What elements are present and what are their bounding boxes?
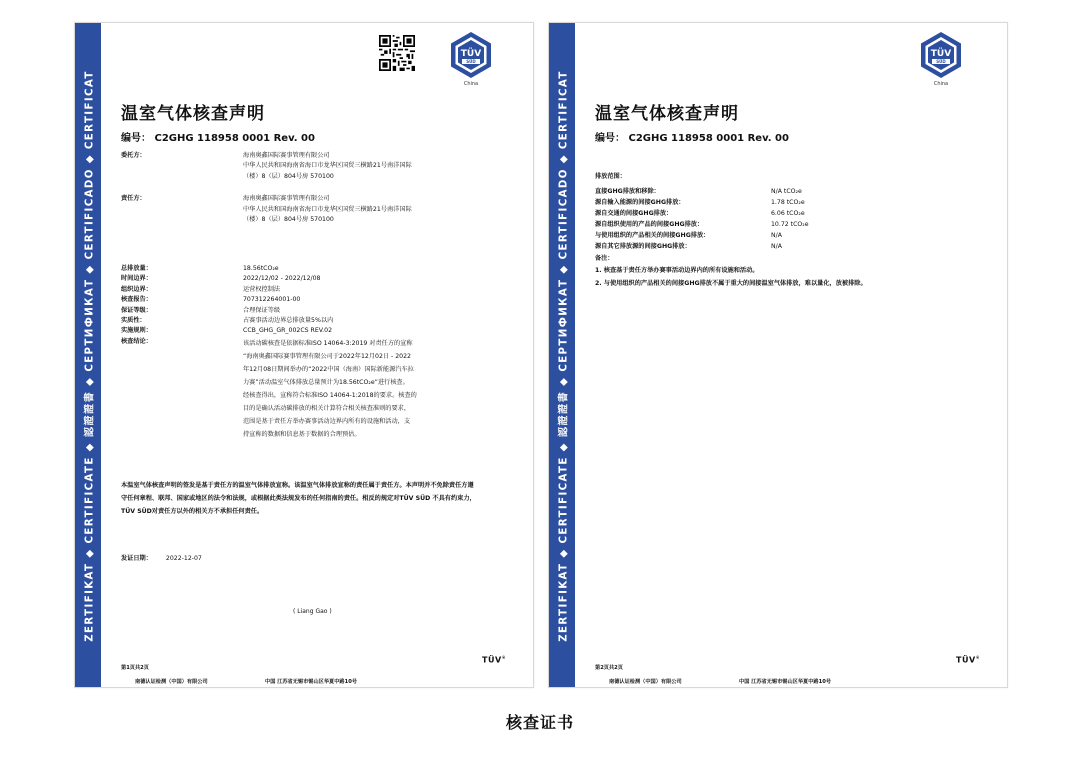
page-number: 第1页共2页	[121, 665, 149, 671]
emission-label: 与使用组织的产品相关的间接GHG排放：	[595, 232, 710, 239]
org-label: 组织边界：	[121, 285, 152, 293]
certificate-number-value: C2GHG 118958 0001 Rev. 00	[628, 133, 789, 144]
emission-value: 1.78 tCO₂e	[771, 199, 805, 206]
figure-caption: 核查证书	[505, 713, 574, 732]
org-value: 运营权控制法	[243, 285, 281, 293]
logo-country: China	[933, 81, 949, 87]
band-text: ZERTIFIKAT ◆ CERTIFICATE ◆ 認證證書 ◆ СЕРТИФИКАТ ◆ CERTIFICADO ◆ CERTIFICAT	[84, 70, 96, 642]
period-row	[121, 274, 501, 284]
issue-date-row	[121, 553, 202, 562]
rules-row	[121, 326, 501, 336]
conclusion-value: 该活动碳核查是依据标准ISO 14064-3:2019 对责任方的宣称 “海南奥鑫国际赛事管理有限公司于2022年12月02日 - 2022 年12月08日期间举办的“2022中国（海南）国际新能源汽车拉 力赛”活动温室气体排放总量预计为18.56tCO₂e”进行核查。 经核查得出，宣称符合标准ISO 14064-1:2018的要求。核查的 目的是确认活动碳排放的相关计算符合相关核查准则的要求， 范围是基于责任方举办赛事活动边界内所有的设施和活动，支 持宣称的数据和信息基于数据的合理预估。	[243, 339, 417, 438]
footer-company: 南德认证检测（中国）有限公司	[135, 679, 208, 685]
verification-statement: 本温室气体核查声明的签发是基于责任方的温室气体排放宣称。该温室气体排放宣称的责任属于责任方。本声明并不免除责任方遵守任何章程、联邦、国家或地区的法令和法规，或根据此类法规发布的任何指南的责任。相反的规定对TÜV SÜD 不具有约束力，TÜV SÜD对责任方以外的相关方不承担任何责任。	[121, 482, 476, 515]
page-number: 第2页共2页	[595, 665, 623, 671]
emission-label: 源自组织使用的产品的间接GHG排放：	[595, 221, 704, 228]
verification-fields	[121, 264, 501, 441]
tuv-mark-text: TÜV	[482, 655, 502, 665]
tuv-sud-logo	[447, 31, 495, 79]
emission-row	[595, 208, 975, 219]
client-row	[121, 151, 501, 182]
report-value: 707312264001-00	[243, 296, 301, 304]
sud-logo-text: SÜD	[466, 59, 476, 64]
responsible-row	[121, 194, 501, 225]
logo-country: China	[463, 81, 479, 87]
assurance-label: 保证等级：	[121, 306, 152, 314]
report-row	[121, 295, 501, 305]
responsible-value: 海南奥鑫国际赛事管理有限公司 中华人民共和国海南省海口市龙华区国贸三横路21号南洋国际 （楼）8（层）804号房 570100	[243, 195, 412, 224]
certificate-number	[121, 129, 315, 144]
tuv-sud-logo	[917, 31, 965, 79]
footer-address: 中国 江苏省无锡市锡山区华夏中路10号	[265, 679, 358, 685]
certificate-side-band	[549, 23, 575, 687]
org-row	[121, 285, 501, 295]
certificate-number-value: C2GHG 118958 0001 Rev. 00	[154, 133, 315, 144]
emission-label: 直接GHG排放和移除：	[595, 188, 660, 195]
assurance-value: 合理保证等级	[243, 306, 281, 314]
emission-label: 源自其它排放源的间接GHG排放：	[595, 243, 691, 250]
sud-logo-text: SÜD	[936, 59, 946, 64]
emission-scope	[595, 171, 975, 290]
emission-value: 10.72 tCO₂e	[771, 221, 809, 228]
certificate-page-2	[548, 22, 1008, 688]
emission-row	[595, 230, 975, 241]
footer-company: 南德认证检测（中国）有限公司	[609, 679, 682, 685]
period-label: 时间边界：	[121, 275, 152, 283]
note-2: 2. 与使用组织的产品相关的间接GHG排放不属于重大的间接温室气体排放，难以量化，放被排除。	[595, 280, 867, 287]
responsible-label: 责任方：	[121, 195, 146, 203]
scope-label: 排放范围：	[595, 173, 626, 180]
client-value: 海南奥鑫国际赛事管理有限公司 中华人民共和国海南省海口市龙华区国贸三横路21号南洋国际 （楼）8（层）804号房 570100	[243, 152, 412, 180]
client-label: 委托方：	[121, 152, 146, 159]
notes-label: 备注：	[595, 255, 614, 262]
issue-date-label: 发证日期：	[121, 555, 152, 562]
rules-value: CCB_GHG_GR_002CS REV.02	[243, 327, 333, 335]
period-value: 2022/12/02 - 2022/12/08	[243, 275, 321, 283]
total-label: 总排放量：	[121, 265, 152, 272]
conclusion-row	[121, 337, 501, 441]
tuv-mark-text: TÜV	[956, 655, 976, 665]
report-label: 核查报告：	[121, 296, 152, 304]
party-fields	[121, 151, 501, 225]
qr-code-icon	[379, 35, 415, 71]
footer-address: 中国 江苏省无锡市锡山区华夏中路10号	[739, 679, 832, 685]
certificate-number-label: 编号：	[595, 133, 625, 144]
emission-label: 源自输入能源的间接GHG排放：	[595, 199, 685, 206]
certificate-side-band	[75, 23, 101, 687]
emission-value: N/A	[771, 243, 782, 250]
tuv-logo-text: TÜV	[930, 49, 952, 59]
conclusion-label: 核查结论：	[121, 337, 152, 345]
certificate-number-label: 编号：	[121, 133, 151, 144]
page-title: 温室气体核查声明	[595, 104, 739, 124]
signer-name: ( Liang Gao )	[293, 608, 332, 615]
emission-row	[595, 241, 975, 252]
certificate-page-1	[74, 22, 534, 688]
rules-label: 实施规则：	[121, 327, 152, 335]
emission-value: N/A tCO₂e	[771, 188, 802, 195]
band-text: ZERTIFIKAT ◆ CERTIFICATE ◆ 認證證書 ◆ СЕРТИФИКАТ ◆ CERTIFICADO ◆ CERTIFICAT	[558, 70, 570, 642]
materiality-label: 实质性：	[121, 317, 146, 325]
assurance-row	[121, 306, 501, 316]
tuv-mark: TÜV®	[956, 655, 981, 665]
emission-row	[595, 197, 975, 208]
materiality-value: 占赛事活动边界总排放量5%以内	[243, 317, 334, 325]
tuv-mark: TÜV®	[482, 655, 507, 665]
emission-row	[595, 219, 975, 230]
emission-value: N/A	[771, 232, 782, 239]
certificate-number	[595, 129, 789, 144]
total-value: 18.56tCO₂e	[243, 265, 279, 272]
tuv-logo-text: TÜV	[460, 49, 482, 59]
note-1: 1. 核查基于责任方举办赛事活动边界内的所有设施和活动。	[595, 267, 759, 274]
emission-value: 6.06 tCO₂e	[771, 210, 805, 217]
total-row	[121, 264, 501, 274]
page-title: 温室气体核查声明	[121, 104, 265, 124]
materiality-row	[121, 316, 501, 326]
emission-row	[595, 186, 975, 197]
issue-date-value: 2022-12-07	[165, 555, 202, 562]
emission-label: 源自交通的间接GHG排放：	[595, 210, 673, 217]
